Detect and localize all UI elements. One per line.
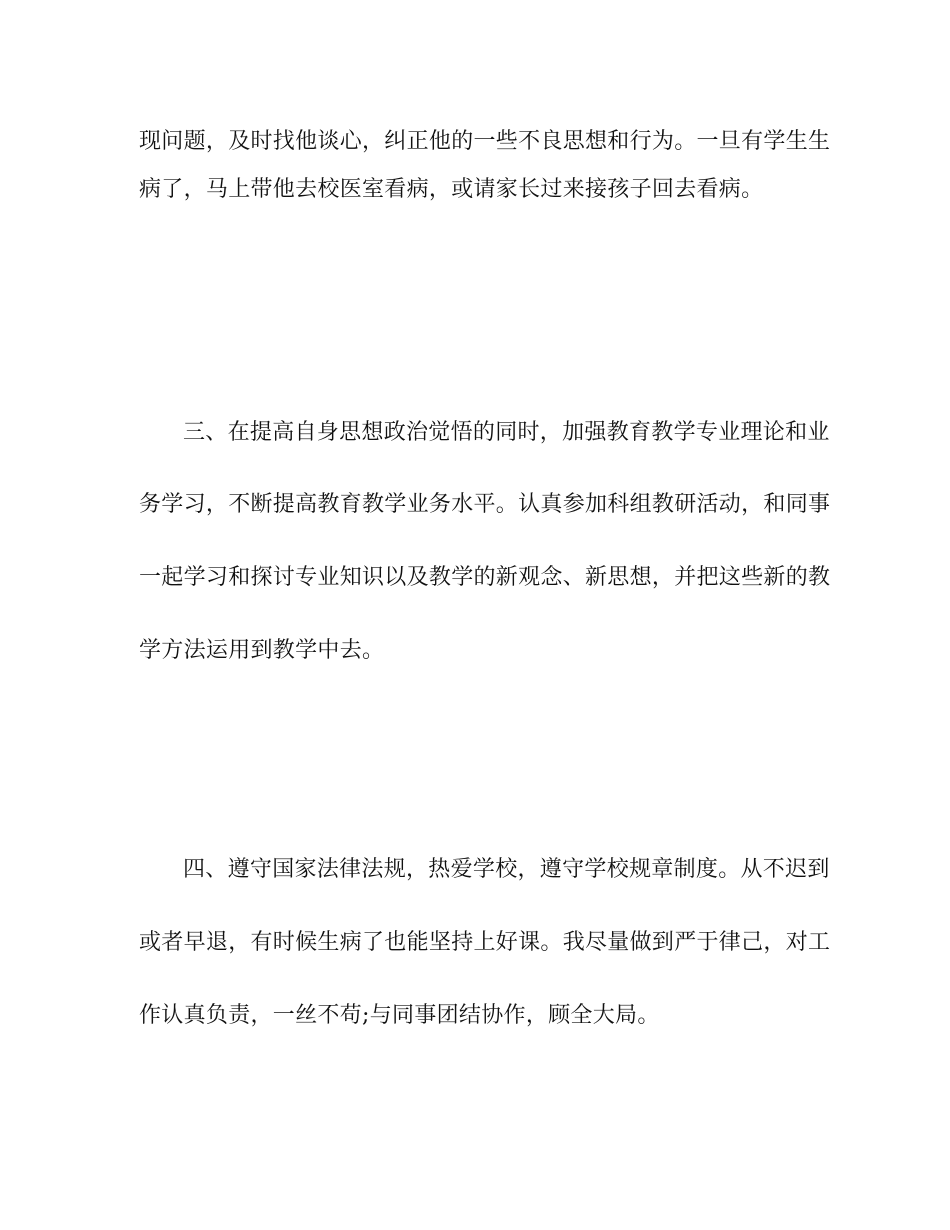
text-line: 作认真负责，一丝不苟;与同事团结协作，顾全大局。 <box>139 1003 660 1028</box>
text-line: 病了，马上带他去校医室看病，或请家长过来接孩子回去看病。 <box>139 177 764 202</box>
text-line: 或者早退，有时候生病了也能坚持上好课。我尽量做到严于律己，对工 <box>139 930 831 955</box>
text-line: 务学习，不断提高教育教学业务水平。认真参加科组教研活动，和同事 <box>139 492 831 517</box>
text-line: 现问题，及时找他谈心，纠正他的一些不良思想和行为。一旦有学生生 <box>139 129 831 154</box>
text-line: 学方法运用到教学中去。 <box>139 638 385 663</box>
text-line: 一起学习和探讨专业知识以及教学的新观念、新思想，并把这些新的教 <box>139 565 831 590</box>
text-line: 四、遵守国家法律法规，热爱学校，遵守学校规章制度。从不迟到 <box>183 857 830 882</box>
text-line: 三、在提高自身思想政治觉悟的同时，加强教育教学专业理论和业 <box>183 420 830 445</box>
